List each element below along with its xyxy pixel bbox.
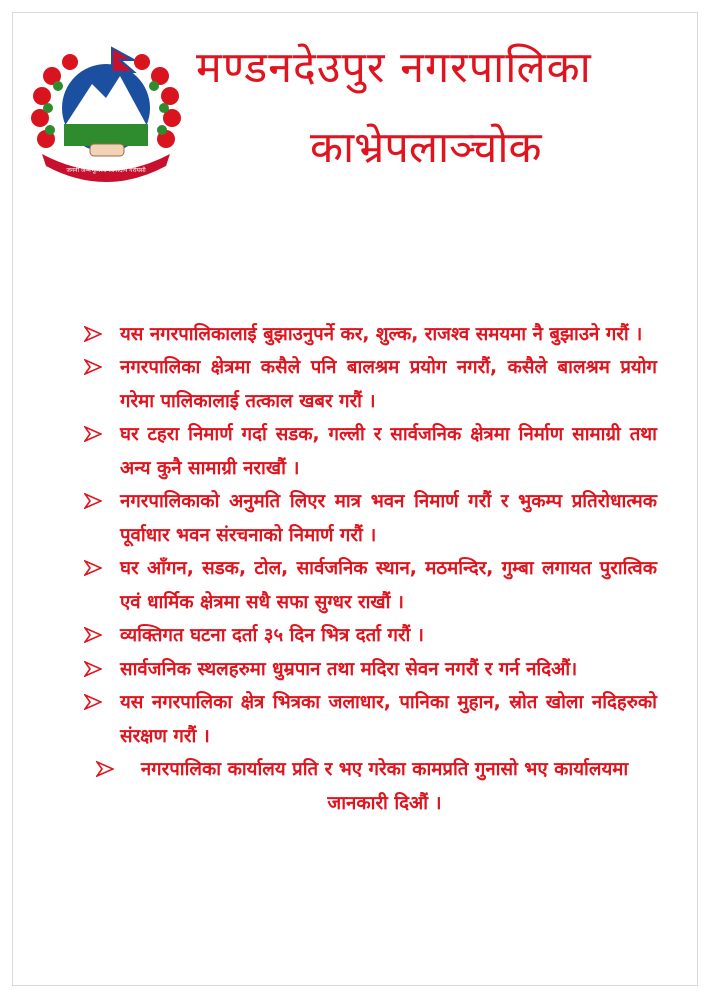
notice-text: नगरपालिका कार्यालय प्रति र भए गरेका कामप्रति गुनासो भए कार्यालयमा जानकारी दिऔं । — [140, 759, 629, 814]
notice-item — [82, 686, 657, 753]
arrow-bullet-icon — [84, 627, 102, 643]
arrow-bullet-icon — [84, 426, 102, 442]
municipality-title: मण्डनदेउपुर नगरपालिका — [196, 43, 592, 93]
notice-text: व्यक्तिगत घटना दर्ता ३५ दिन भित्र दर्ता गरौं । — [120, 625, 424, 647]
notice-text: नगरपालिकाको अनुमति लिएर मात्र भवन निमार्ण गरौं र भुकम्प प्रतिरोधात्मक पूर्वाधार भवन संरचनाको निमार्ण गरौं । — [120, 491, 657, 546]
arrow-bullet-icon — [84, 359, 102, 375]
notice-text: नगरपालिका क्षेत्रमा कसैले पनि बालश्रम प्रयोग नगरौं, कसैले बालश्रम प्रयोग गरेमा पालिकालाई तत्काल खबर गरौं । — [120, 357, 657, 412]
notice-item — [82, 318, 657, 351]
notice-text: घर आँगन, सडक, टोल, सार्वजनिक स्थान, मठमन्दिर, गुम्बा लगायत पुरात्विक एवं धार्मिक क्षेत्रमा सधै सफा सुग्धर राखौं । — [120, 558, 657, 613]
arrow-bullet-icon — [96, 761, 114, 777]
notice-item — [82, 753, 657, 820]
notice-text: यस नगरपालिका क्षेत्र भित्रका जलाधार, पानिका मुहान, स्रोत खोला नदिहरुको संरक्षण गरौं । — [120, 692, 657, 747]
arrow-bullet-icon — [84, 560, 102, 576]
arrow-bullet-icon — [84, 694, 102, 710]
notice-item — [82, 418, 657, 485]
district-title: काभ्रेपलाञ्चोक — [310, 123, 542, 173]
nepal-emblem-icon — [22, 42, 190, 182]
notice-item — [82, 485, 657, 552]
notice-text: यस नगरपालिकालाई बुझाउनुपर्ने कर, शुल्क, राजश्व समयमा नै बुझाउने गरौं । — [120, 324, 643, 345]
arrow-bullet-icon — [84, 493, 102, 509]
svg-text:जननी जन्मभूमिश्च स्वर्गादपि गर: जननी जन्मभूमिश्च स्वर्गादपि गरीयसी — [66, 167, 146, 174]
arrow-bullet-icon — [84, 326, 102, 342]
notice-item — [82, 351, 657, 418]
notice-item — [82, 552, 657, 619]
notice-text: घर टहरा निमार्ण गर्दा सडक, गल्ली र सार्वजनिक क्षेत्रमा निर्माण सामाग्री तथा अन्य कुनै सामाग्री नराखौं । — [120, 424, 657, 479]
arrow-bullet-icon — [84, 661, 102, 677]
notice-item — [82, 619, 657, 652]
notice-text: सार्वजनिक स्थलहरुमा धुम्रपान तथा मदिरा सेवन नगरौं र गर्न नदिऔं। — [120, 658, 578, 680]
notice-item — [82, 653, 657, 686]
notice-list — [82, 318, 657, 820]
